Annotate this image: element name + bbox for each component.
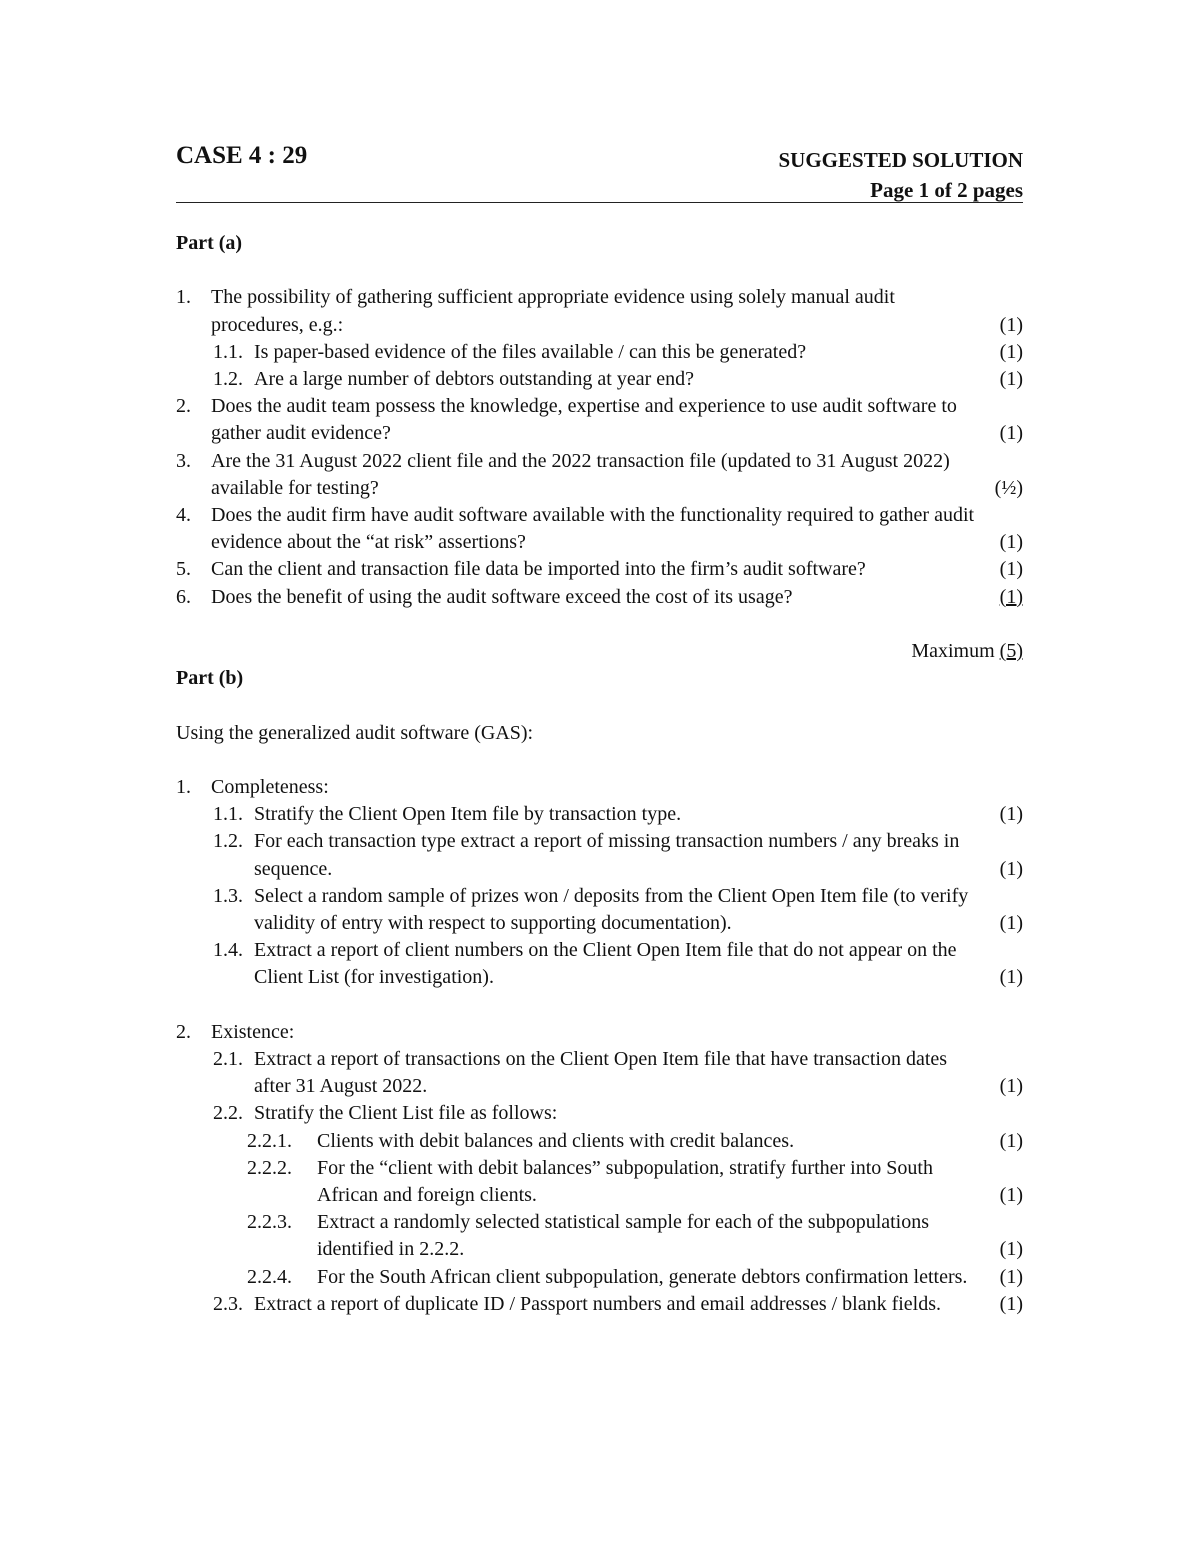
list-item — [176, 339, 1023, 366]
item-mark: (1) — [999, 585, 1023, 608]
header-rule — [176, 202, 1023, 203]
list-item — [176, 1264, 1023, 1291]
item-mark: (1) — [999, 1238, 1023, 1261]
section-heading — [176, 774, 1023, 801]
list-item — [176, 584, 1023, 611]
list-item — [176, 828, 1023, 882]
item-mark: (1) — [999, 422, 1023, 445]
section-label: Completeness: — [211, 776, 329, 798]
item-number: 4. — [176, 504, 191, 527]
item-mark: (1) — [999, 1129, 1023, 1152]
item-text: Extract a report of transactions on the Client Open Item file that have transaction dates after 31 August 2022. — [254, 1048, 948, 1098]
header-right — [779, 145, 1024, 205]
item-text: Extract a report of client numbers on the Client Open Item file that do not appear on the Client List (for investigation). — [254, 939, 957, 989]
item-mark: (1) — [999, 1265, 1023, 1288]
item-number: 2.2.4. — [247, 1265, 292, 1288]
item-text: Extract a report of duplicate ID / Passport numbers and email addresses / blank fields. — [254, 1292, 942, 1315]
item-text: Stratify the Client List file as follows: — [254, 1102, 558, 1125]
maximum-label: Maximum — [911, 640, 995, 663]
item-text: Does the audit firm have audit software available with the functionality required to gather audit evidence about the “at risk” assertions? — [211, 504, 975, 554]
list-item — [176, 556, 1023, 583]
item-text: For the “client with debit balances” subpopulation, stratify further into South African and foreign clients. — [317, 1156, 933, 1207]
list-item — [176, 1046, 1023, 1100]
item-text: For each transaction type extract a report of missing transaction numbers / any breaks in sequence. — [254, 830, 960, 880]
maximum-value: (5) — [999, 640, 1023, 663]
item-text: Extract a randomly selected statistical sample for each of the subpopulations identified in 2.2.2. — [317, 1211, 930, 1261]
item-mark: (1) — [999, 857, 1023, 880]
item-mark: (1) — [999, 368, 1023, 390]
page-indicator: Page 1 of 2 pages — [870, 178, 1023, 202]
list-item — [176, 937, 1023, 991]
item-number: 1.1. — [213, 803, 243, 826]
item-text: Does the benefit of using the audit software exceed the cost of its usage? — [211, 585, 793, 608]
item-number: 5. — [176, 558, 191, 581]
part-a-heading: Part (a) — [176, 232, 243, 254]
list-item — [176, 1155, 1023, 1209]
item-text: Are a large number of debtors outstanding at year end? — [254, 368, 695, 390]
case-number: CASE 4 : 29 — [176, 142, 308, 169]
list-item — [176, 1209, 1023, 1263]
list-item — [176, 1291, 1023, 1318]
item-text: Are the 31 August 2022 client file and the 2022 transaction file (updated to 31 August 2022) available for testing? — [211, 449, 950, 499]
item-text: Does the audit team possess the knowledge, expertise and experience to use audit software to gather audit evidence? — [211, 395, 957, 445]
section-label: Existence: — [211, 1020, 295, 1043]
header-title: SUGGESTED SOLUTION — [778, 148, 1023, 172]
item-mark: (1) — [999, 558, 1023, 581]
item-number: 1. — [176, 776, 191, 798]
item-mark: (1) — [999, 803, 1023, 826]
list-item — [176, 502, 1023, 556]
item-text: Is paper-based evidence of the files available / can this be generated? — [254, 340, 807, 363]
item-number: 2.2. — [213, 1102, 243, 1125]
item-mark: (1) — [999, 912, 1023, 935]
list-item — [176, 393, 1023, 447]
part-b-heading: Part (b) — [176, 667, 244, 690]
item-mark: (1) — [999, 531, 1023, 554]
item-mark: (½) — [994, 476, 1023, 499]
item-number: 2.3. — [213, 1292, 243, 1315]
item-number: 2.1. — [213, 1048, 243, 1071]
item-text: Select a random sample of prizes won / deposits from the Client Open Item file (to verify validity of entry with respect to supporting documentation). — [254, 884, 969, 935]
section-heading — [176, 1019, 1023, 1046]
part-b-intro: Using the generalized audit software (GAS): — [176, 721, 534, 744]
list-item — [176, 801, 1023, 828]
item-text: Clients with debit balances and clients with credit balances. — [317, 1129, 795, 1152]
item-text: The possibility of gathering sufficient appropriate evidence using solely manual audit procedures, e.g.: — [211, 286, 895, 336]
list-item — [176, 883, 1023, 937]
item-number: 2. — [176, 1020, 191, 1043]
document-body — [176, 230, 1023, 1318]
list-item — [176, 284, 1023, 338]
list-item — [176, 1100, 1023, 1127]
maximum-marks — [176, 638, 1023, 665]
item-text: Can the client and transaction file data be imported into the firm’s audit software? — [211, 558, 866, 581]
list-item — [176, 448, 1023, 502]
item-number: 3. — [176, 449, 191, 472]
item-number: 1. — [176, 286, 191, 309]
item-number: 1.2. — [213, 368, 243, 390]
list-item — [176, 366, 1023, 393]
list-item — [176, 1128, 1023, 1155]
item-number: 1.4. — [213, 939, 243, 962]
item-number: 2.2.1. — [247, 1129, 292, 1152]
item-mark: (1) — [999, 1075, 1023, 1098]
item-number: 2.2.2. — [247, 1156, 292, 1179]
item-number: 1.3. — [213, 884, 243, 907]
item-number: 2.2.3. — [247, 1211, 292, 1234]
item-number: 2. — [176, 395, 191, 418]
item-number: 6. — [176, 585, 191, 608]
item-mark: (1) — [999, 313, 1023, 336]
item-text: For the South African client subpopulation, generate debtors confirmation letters. — [317, 1265, 968, 1288]
item-number: 1.2. — [213, 830, 243, 853]
item-number: 1.1. — [213, 340, 243, 363]
item-mark: (1) — [999, 966, 1023, 989]
item-mark: (1) — [999, 1292, 1023, 1315]
item-mark: (1) — [999, 340, 1023, 363]
item-mark: (1) — [999, 1184, 1023, 1207]
item-text: Stratify the Client Open Item file by transaction type. — [254, 803, 682, 826]
